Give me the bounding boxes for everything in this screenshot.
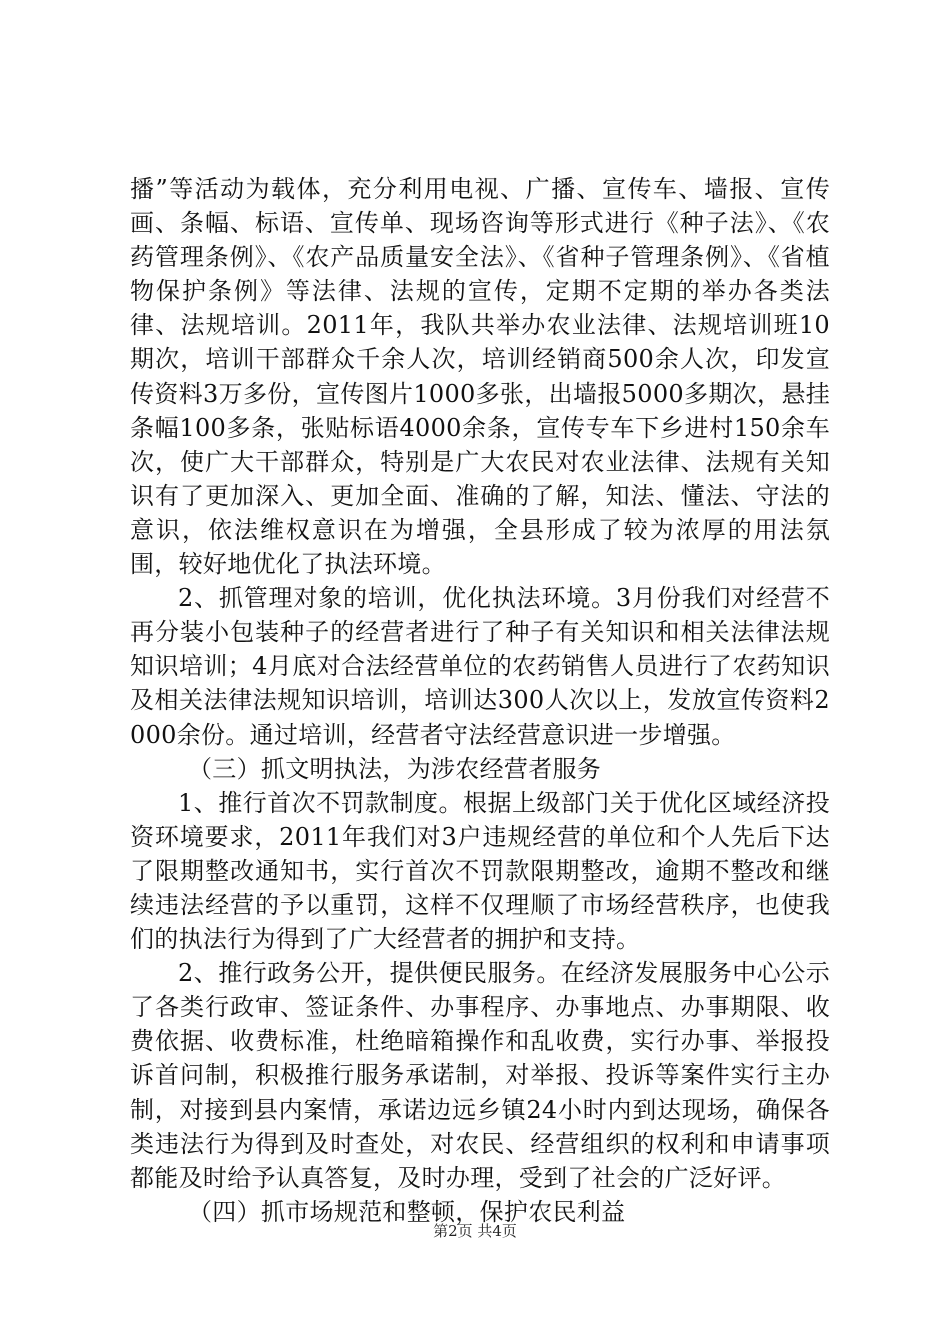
document-body: [130, 172, 830, 1229]
section-heading-4: （四）抓市场规范和整顿，保护农民利益: [188, 1197, 626, 1226]
page-footer: [0, 1220, 950, 1241]
section-heading-3: （三）抓文明执法，为涉农经营者服务: [188, 754, 602, 783]
paragraph-laws-publicity: 播”等活动为载体，充分利用电视、广播、宣传车、墙报、宣传画、条幅、标语、宣传单、现场咨询等形式进行《种子法》、《农药管理条例》、《农产品质量安全法》、《省种子管理条例》、《省植物保护条例》等法律、法规的宣传，定期不定期的举办各类法律、法规培训。2011年，我队共举办农业法律、法规培训班10期次，培训干部群众千余人次，培训经销商500余人次，印发宣传资料3万多份，宣传图片1000多张，出墙报5000多期次，悬挂条幅100多条，张贴标语4000余条，宣传专车下乡进村150余车次，使广大干部群众，特别是广大农民对农业法律、法规有关知识有了更加深入、更加全面、准确的了解，知法、懂法、守法的意识，依法维权意识在为增强，全县形成了较为浓厚的用法氛围，较好地优化了执法环境。: [130, 175, 830, 579]
page-number-label: 第2页 共4页: [433, 1222, 517, 1240]
paragraph-training-management: 2、抓管理对象的培训，优化执法环境。3月份我们对经营不再分装小包装种子的经营者进行了种子有关知识和相关法律法规知识培训；4月底对合法经营单位的农药销售人员进行了农药知识及相关法律法规知识培训，培训达300人次以上，发放宣传资料2000余份。通过培训，经营者守法经营意识进一步增强。: [130, 584, 830, 749]
paragraph-government-transparency: 2、推行政务公开，提供便民服务。在经济发展服务中心公示了各类行政审、签证条件、办事程序、办事地点、办事期限、收费依据、收费标准，杜绝暗箱操作和乱收费，实行办事、举报投诉首问制，积极推行服务承诺制，对举报、投诉等案件实行主办制，对接到县内案情，承诺边远乡镇24小时内到达现场，确保各类违法行为得到及时查处，对农民、经营组织的权利和申请事项都能及时给予认真答复，及时办理，受到了社会的广泛好评。: [130, 959, 830, 1192]
paragraph-no-fine-policy: 1、推行首次不罚款制度。根据上级部门关于优化区域经济投资环境要求，2011年我们对3户违规经营的单位和个人先后下达了限期整改通知书，实行首次不罚款限期整改，逾期不整改和继续违法经营的予以重罚，这样不仅理顺了市场经营秩序，也使我们的执法行为得到了广大经营者的拥护和支持。: [130, 788, 830, 954]
